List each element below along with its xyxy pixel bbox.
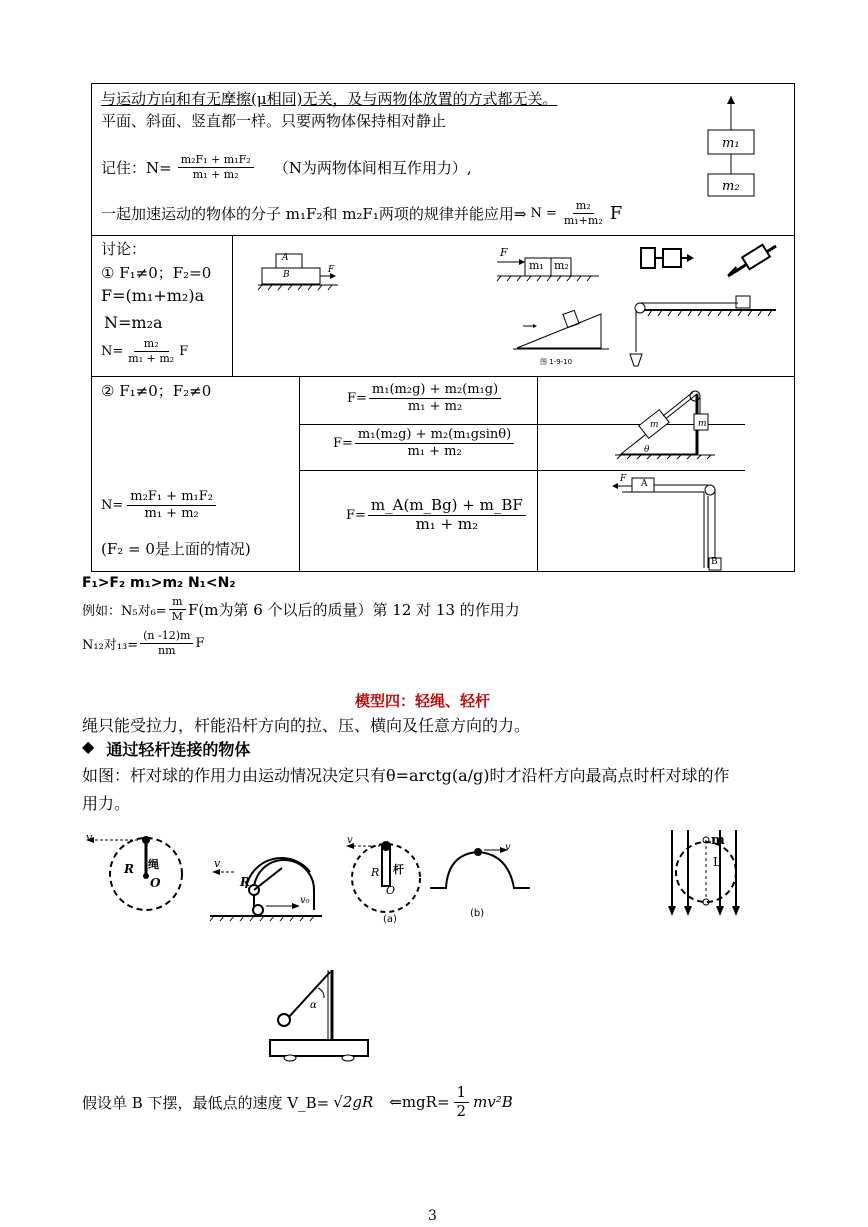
fig1-O-label: O: [150, 876, 161, 890]
row3-n-note: (F₂ = 0是上面的情况): [101, 540, 251, 558]
section-title: 模型四：轻绳、轻杆: [355, 692, 491, 710]
row3-f3-den: m₁ + m₂: [415, 514, 479, 533]
n12-prefix: N₁₂对₁₃=: [82, 637, 139, 653]
track-loop-figure: [206, 852, 326, 922]
apply-eq: N =: [530, 205, 557, 221]
fig1-R-label: R: [124, 862, 134, 876]
fig2-v0-label: v₀: [300, 895, 310, 906]
row3-n-fraction: [127, 490, 216, 520]
fig3-R-label: R: [371, 866, 380, 879]
fig1-v-label: v: [86, 831, 93, 844]
row3-n-num: m₂F₁ + m₁F₂: [127, 490, 216, 506]
row2-f-eq: F=(m₁+m₂)a: [101, 286, 205, 305]
remember-fraction: [178, 154, 254, 180]
n12-line: [82, 630, 204, 656]
field-circle-figure: [668, 828, 744, 920]
section-para2: 用力。: [82, 794, 131, 813]
fig-a-caption: (a): [383, 914, 397, 925]
final-text: 假设单 B 下摆，最低点的速度 V_B=: [82, 1093, 330, 1112]
fig-b-caption: (b): [470, 908, 485, 919]
example-prefix: 例如：N₅对₆=: [82, 603, 167, 619]
apply-fraction: [561, 200, 606, 226]
cart-alpha-label: α: [310, 1000, 317, 1011]
example-fraction: [169, 596, 186, 622]
fig2-R-label: R: [240, 875, 250, 889]
fig-f-label: F: [328, 265, 335, 275]
remember-num: m₂F₁ + m₁F₂: [178, 154, 254, 168]
row1-line1: 与运动方向和有无摩擦(μ相同)无关，及与两物体放置的方式都无关。: [101, 90, 558, 108]
table-rule-2: [92, 376, 794, 377]
row3-f2-fraction: [355, 428, 514, 458]
row2-n-tail: F: [179, 343, 189, 359]
incline-small-figure: [513, 304, 613, 352]
fig1-rope-label: 绳: [148, 858, 159, 871]
section-intro: 绳只能受拉力，杆能沿杆方向的拉、压、横向及任意方向的力。: [82, 716, 531, 735]
remember-den: m₁ + m₂: [192, 167, 239, 181]
remember-note: （N为两物体间相互作用力）,: [273, 158, 472, 177]
case2-label: ② F₁≠0；F₂≠0: [101, 382, 212, 400]
fig3-v-label: v: [347, 835, 353, 846]
incline-theta-label: θ: [644, 445, 650, 455]
row3-f2-formula: [333, 428, 514, 458]
block-top-label: m₁: [722, 136, 740, 151]
table-col-3: [537, 376, 538, 572]
row3-f1-den: m₁ + m₂: [407, 398, 463, 414]
bullet-heading: 通过轻杆连接的物体: [106, 740, 251, 759]
row3-f3-num: m_A(m_Bg) + m_BF: [368, 498, 526, 516]
remember-prefix: 记住：N=: [101, 158, 172, 177]
diamond-bullet-icon: ◆: [82, 737, 95, 756]
fig3-O-label: O: [386, 884, 396, 897]
row3-f3-formula: [346, 498, 526, 533]
final-half-num: 1: [454, 1085, 470, 1103]
arch-figure: [428, 844, 532, 892]
apply-den: m₁+m₂: [563, 213, 603, 227]
example-num: m: [169, 596, 185, 610]
rope-circle-figure: [84, 828, 186, 918]
table-col-2: [299, 376, 300, 572]
apply-tail: F: [609, 202, 623, 224]
fig2-v-label: v: [214, 857, 221, 870]
row3-f1-fraction: [369, 383, 501, 413]
pulley-a-label: A: [641, 479, 648, 489]
row3-f1-prefix: F=: [347, 390, 367, 406]
n12-num: (n -12)m: [140, 630, 193, 644]
incline-push-figure: [722, 240, 782, 280]
incline-pulley-figure: [615, 386, 725, 458]
row3-f2-num: m₁(m₂g) + m₂(m₁gsinθ): [355, 428, 514, 444]
row3-n-den: m₁ + m₂: [144, 505, 199, 521]
fig4-v-label: v: [505, 842, 511, 853]
n12-fraction: [140, 630, 193, 656]
row3-n-prefix: N=: [101, 497, 124, 513]
example-tail: F(m为第 6 个以后的质量）第 12 对 13 的作用力: [187, 600, 520, 619]
row3-f3-prefix: F=: [346, 507, 366, 523]
page-number: 3: [428, 1208, 437, 1224]
stacked-ab-figure: [258, 252, 348, 292]
fig-b-label: B: [283, 270, 290, 280]
final-half-den: 2: [456, 1101, 467, 1120]
table-col-1: [232, 235, 233, 376]
discuss-label: 讨论：: [101, 240, 147, 258]
fig5-m-label: m: [711, 833, 725, 848]
n12-den: nm: [158, 643, 176, 657]
row2-n-eq: N=m₂a: [104, 313, 163, 332]
row2-n-formula: [101, 338, 188, 364]
apply-num: m₂: [573, 200, 594, 214]
apply-formula: [101, 200, 622, 226]
row2-n-num: m₂: [134, 338, 169, 352]
final-fraction: [454, 1085, 470, 1120]
row3-n-formula: [101, 490, 216, 520]
row3-f2-prefix: F=: [333, 435, 353, 451]
remember-formula: [101, 154, 472, 180]
fig-caption: 图 1-9-10: [540, 358, 573, 366]
row3-f2-den: m₁ + m₂: [407, 443, 462, 459]
cart-pendulum-figure: [268, 968, 372, 1064]
push-blocks-figure: [493, 250, 603, 284]
n12-tail: F: [195, 635, 205, 651]
row3-f3-fraction: [368, 498, 526, 533]
fig2-f-label: F: [500, 246, 508, 259]
fig2-m1-label: m₁: [529, 259, 544, 272]
fig2-m2-label: m₂: [554, 259, 569, 272]
case1-label: ① F₁≠0；F₂=0: [101, 264, 212, 282]
pulley-b-label: B: [711, 557, 718, 567]
bullet-heading-row: [82, 737, 250, 760]
final-tail: mv²B: [473, 1093, 513, 1112]
compare-line: F₁>F₂ m₁>m₂ N₁<N₂: [82, 575, 236, 591]
pulley-table-figure: [628, 296, 778, 368]
apply-text: 一起加速运动的物体的分子 m₁F₂和 m₂F₁两项的规律并能应用⇒: [101, 204, 527, 223]
fig-a-label: A: [282, 253, 289, 263]
table-rule-4: [299, 470, 745, 471]
ab-pulley-figure: [612, 476, 732, 570]
row2-n-fraction: [125, 338, 177, 364]
pulley-f-label: F: [620, 474, 627, 484]
row1-line2: 平面、斜面、竖直都一样。只要两物体保持相对静止: [101, 112, 447, 130]
example-den: M: [171, 609, 183, 623]
incline-m1-label: m: [650, 420, 659, 430]
final-formula: [82, 1085, 513, 1120]
row3-f1-num: m₁(m₂g) + m₂(m₁g): [369, 383, 501, 399]
rod-circle-figure: [344, 838, 430, 920]
final-arrow: ⇐mgR=: [389, 1093, 450, 1112]
section-para1: 如图：杆对球的作用力由运动情况决定只有θ=arctg(a/g)时才沿杆方向最高点时杆对球的作: [82, 766, 730, 785]
example-line: [82, 596, 520, 622]
block-bottom-label: m₂: [722, 179, 740, 194]
final-sqrt: √2gR: [333, 1093, 374, 1112]
row2-n-prefix: N=: [101, 343, 124, 359]
fig3-rod-label: 杆: [393, 863, 404, 876]
table-rule-1: [92, 235, 794, 236]
fig5-L-label: L: [713, 855, 721, 869]
linked-blocks-figure: [637, 246, 697, 272]
incline-m2-label: m: [698, 419, 707, 429]
row2-n-den: m₁ + m₂: [128, 351, 175, 365]
row3-f1-formula: [347, 383, 501, 413]
